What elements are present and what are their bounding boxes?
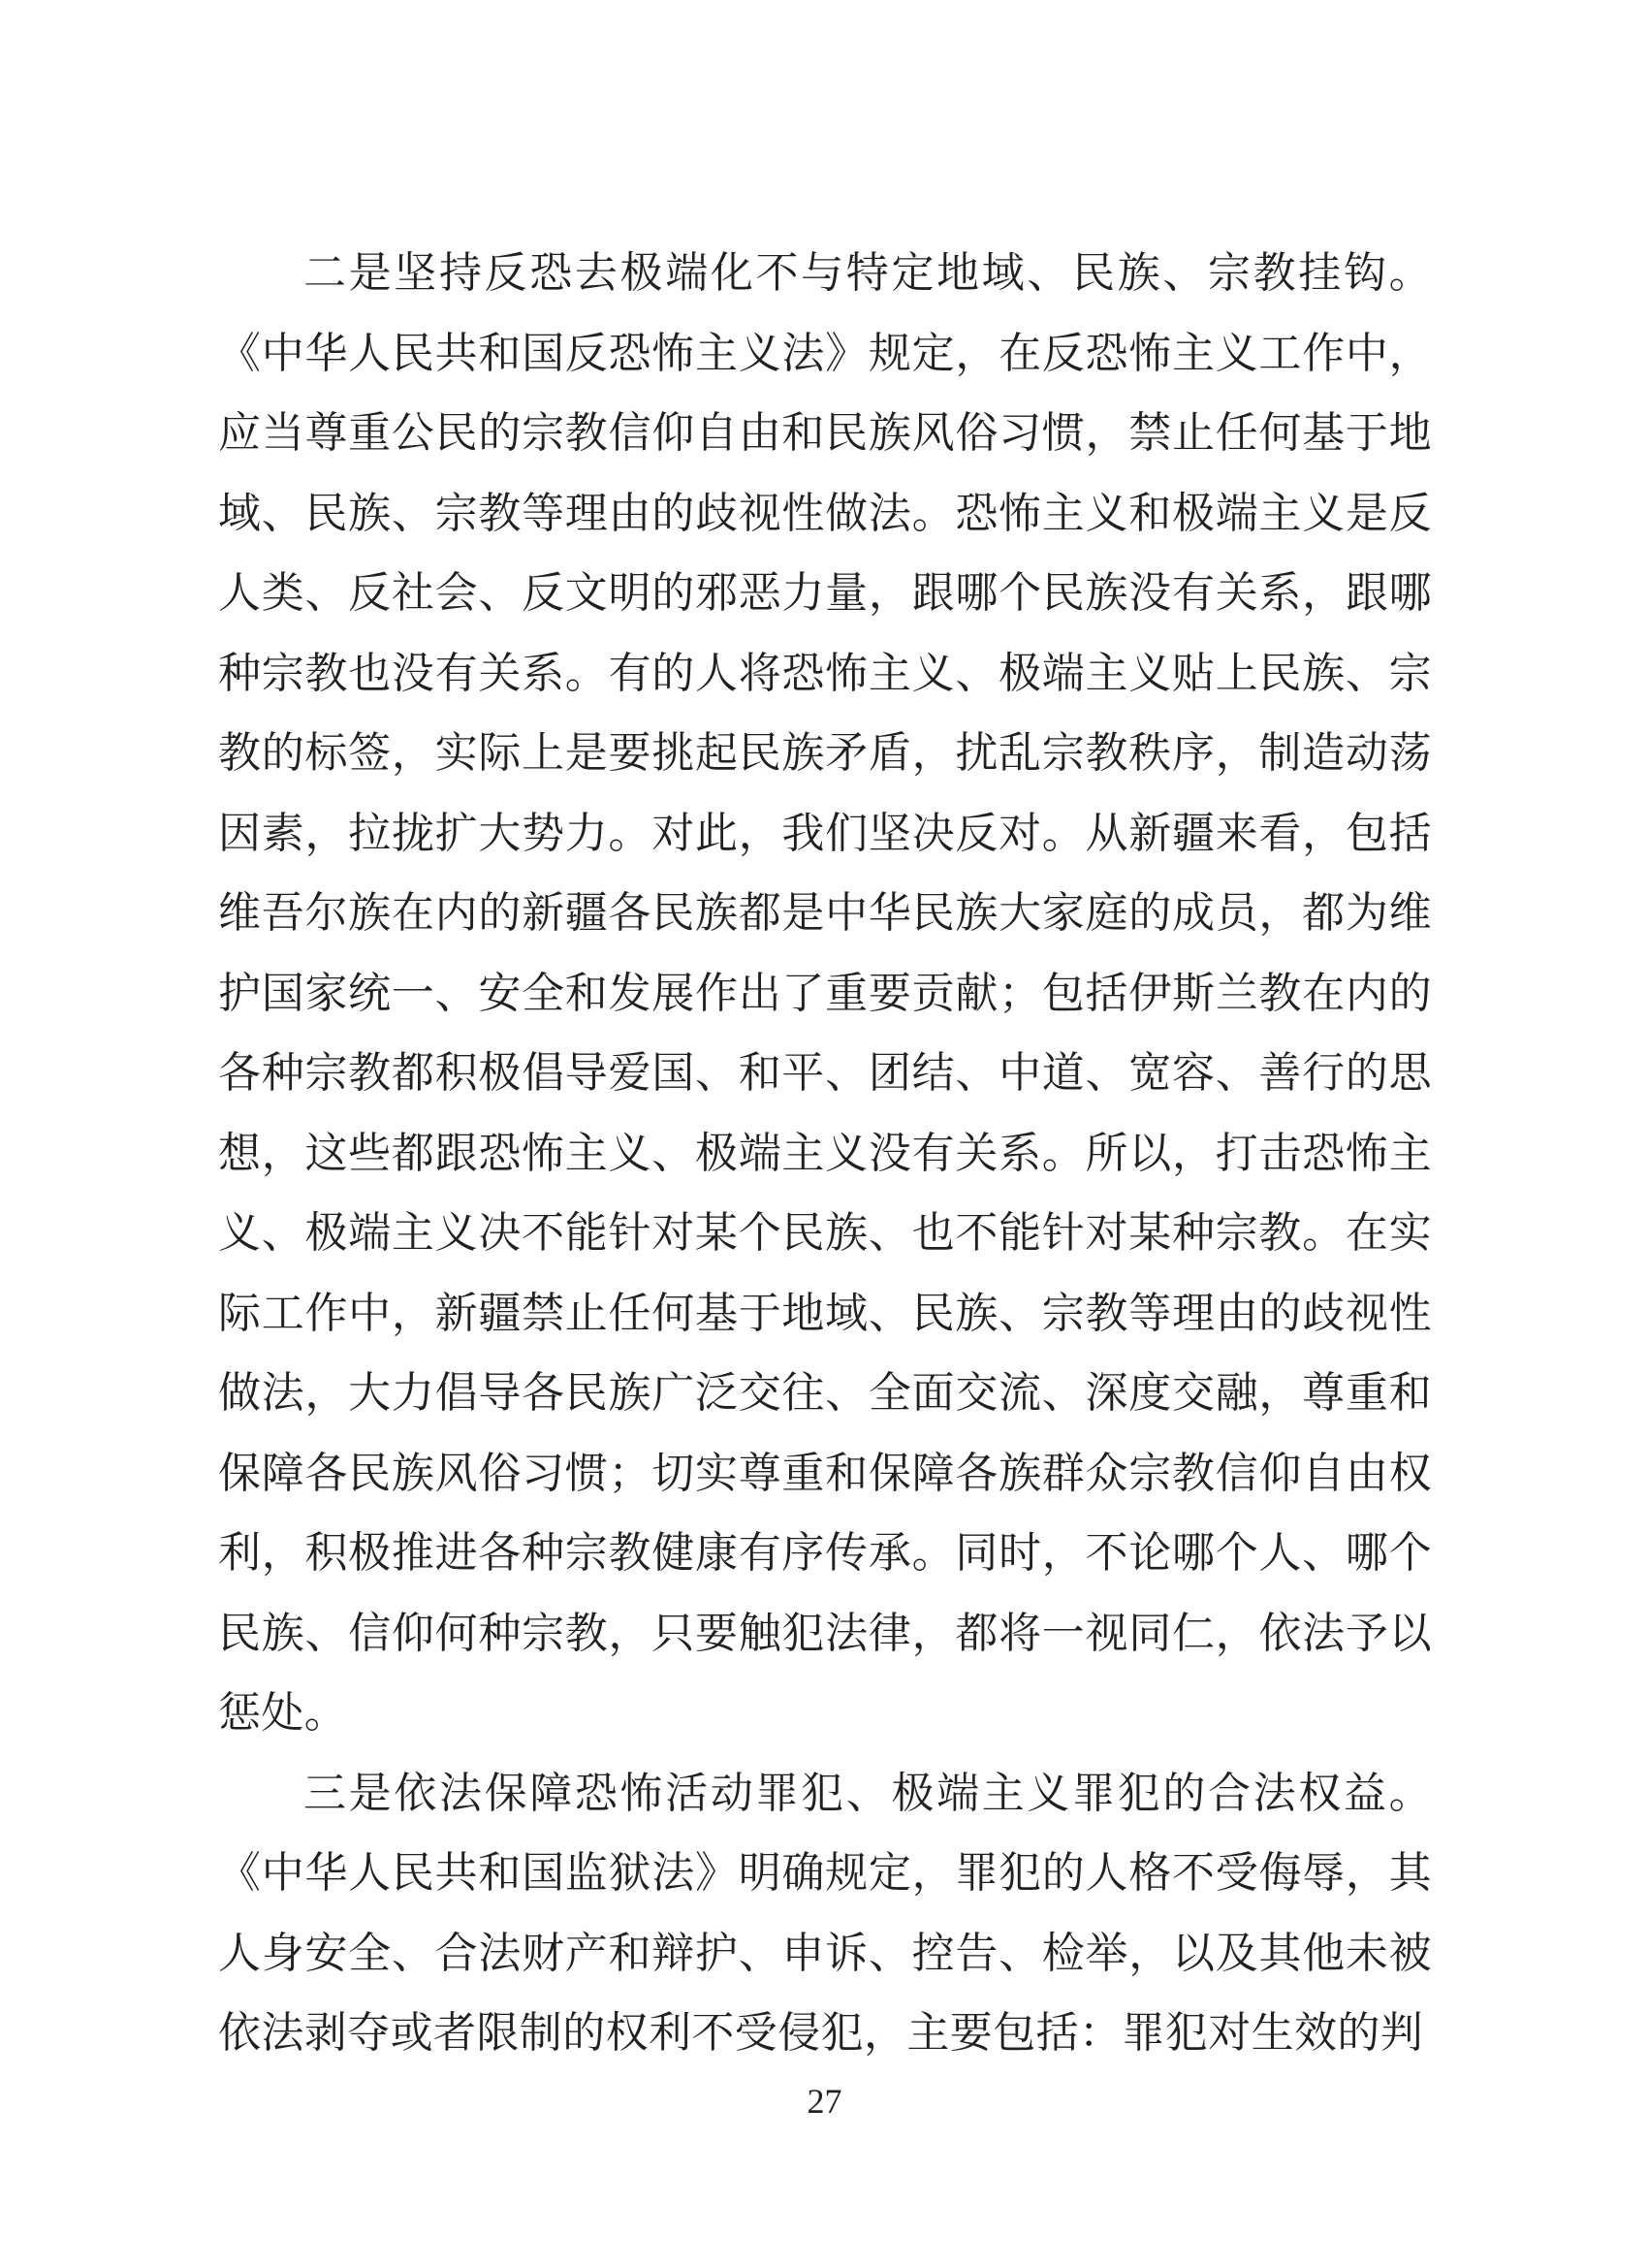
page-number: 27: [807, 2082, 842, 2121]
body-text: [218, 234, 1432, 2074]
paragraph: 二是坚持反恐去极端化不与特定地域、民族、宗教挂钩。《中华人民共和国反恐怖主义法》规定，在反恐怖主义工作中，应当尊重公民的宗教信仰自由和民族风俗习惯，禁止任何基于地域、民族、宗教等理由的歧视性做法。恐怖主义和极端主义是反人类、反社会、反文明的邪恶力量，跟哪个民族没有关系，跟哪种宗教也没有关系。有的人将恐怖主义、极端主义贴上民族、宗教的标签，实际上是要挑起民族矛盾，扰乱宗教秩序，制造动荡因素，拉拢扩大势力。对此，我们坚决反对。从新疆来看，包括维吾尔族在内的新疆各民族都是中华民族大家庭的成员，都为维护国家统一、安全和发展作出了重要贡献；包括伊斯兰教在内的各种宗教都积极倡导爱国、和平、团结、中道、宽容、善行的思想，这些都跟恐怖主义、极端主义没有关系。所以，打击恐怖主义、极端主义决不能针对某个民族、也不能针对某种宗教。在实际工作中，新疆禁止任何基于地域、民族、宗教等理由的歧视性做法，大力倡导各民族广泛交往、全面交流、深度交融，尊重和保障各民族风俗习惯；切实尊重和保障各族群众宗教信仰自由权利，积极推进各种宗教健康有序传承。同时，不论哪个人、哪个民族、信仰何种宗教，只要触犯法律，都将一视同仁，依法予以惩处。: [218, 248, 1432, 1738]
paragraph: 三是依法保障恐怖活动罪犯、极端主义罪犯的合法权益。《中华人民共和国监狱法》明确规定，罪犯的人格不受侮辱，其人身安全、合法财产和辩护、申诉、控告、检举，以及其他未被依法剥夺或者限制的权利不受侵犯，主要包括：罪犯对生效的判: [218, 1768, 1432, 2058]
